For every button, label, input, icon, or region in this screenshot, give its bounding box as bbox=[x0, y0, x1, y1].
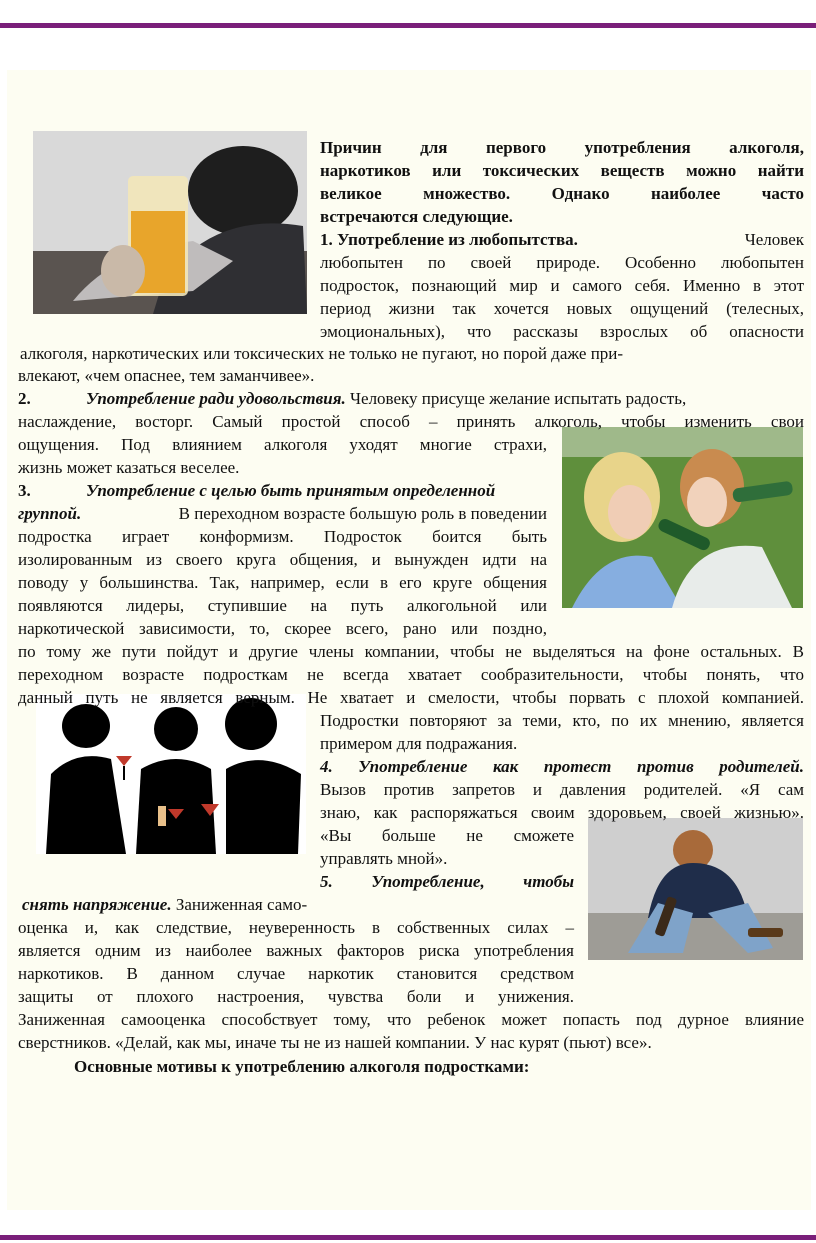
text-line: любопытен по своей природе. Особенно любопытен bbox=[320, 253, 804, 272]
section-heading: Основные мотивы к употреблению алкоголя подростками: bbox=[74, 1057, 530, 1076]
text-line: примером для подражания. bbox=[320, 734, 518, 753]
text-line: ощущения. Под влиянием алкоголя уходят многие страхи, bbox=[18, 435, 547, 454]
heading-group: Употребление с целью быть принятым определенной bbox=[86, 481, 496, 500]
text-line: изолированным из своего круга общения, и вынужден идти на bbox=[18, 550, 547, 569]
text-line: сверстников. «Делай, как мы, иначе ты не из нашей компании. У нас курят (пьют) все». bbox=[18, 1033, 652, 1052]
text-line: данный путь не является верным. Не хватает и смелости, чтобы порвать с плохой компанией. bbox=[18, 688, 804, 707]
text-line: оценка и, как следствие, неуверенность в собственных силах – bbox=[18, 918, 574, 937]
text-line: встречаются следующие. bbox=[320, 207, 513, 226]
text-line: великое множество. Однако наиболее часто bbox=[320, 184, 804, 203]
text-span: В переходном возрасте большую роль в поведении bbox=[178, 504, 547, 523]
text-line: наркотиков или токсических веществ можно найти bbox=[320, 161, 804, 180]
text-line: влекают, «чем опаснее, тем заманчивее». bbox=[18, 366, 315, 385]
text-line: по тому же пути пойдут и другие члены компании, чтобы не выделяться на фоне остальных. В bbox=[18, 642, 804, 661]
text-span: Человек bbox=[744, 230, 804, 249]
photo-silhouettes bbox=[36, 694, 306, 854]
text-line: переходном возрасте подросткам не всегда хватает сообразительности, чтобы понять, что bbox=[18, 665, 804, 684]
text-line: Заниженная самооценка способствует тому, что ребенок может попасть под дурное влияние bbox=[18, 1010, 804, 1029]
heading-pleasure: Употребление ради удовольствия. bbox=[86, 389, 346, 408]
text-line bbox=[22, 894, 307, 916]
text-line: эмоциональных), что рассказы взрослых об опасности bbox=[320, 322, 804, 341]
top-rule bbox=[0, 23, 816, 28]
heading-stress: 5. Употребление, чтобы bbox=[320, 872, 574, 891]
text-span: Заниженная само- bbox=[171, 895, 308, 914]
text-line: «Вы больше не сможете bbox=[320, 826, 574, 845]
text-line: поводу у большинства. Так, например, если в его круге общения bbox=[18, 573, 547, 592]
text-line: жизнь может казаться веселее. bbox=[18, 458, 240, 477]
text-line: период жизни так хочется новых ощущений (телесных, bbox=[320, 299, 804, 318]
text-line bbox=[18, 388, 804, 410]
photo-man-with-beer bbox=[33, 131, 307, 314]
heading-stress-cont: снять напряжение. bbox=[22, 895, 172, 914]
heading-protest: 4. Употребление как протест против родителей. bbox=[320, 757, 804, 776]
photo-boy-sitting bbox=[588, 818, 803, 960]
text-span: Человеку присуще желание испытать радость, bbox=[345, 389, 687, 408]
text-line: является одним из наиболее важных факторов риска употребления bbox=[18, 941, 574, 960]
text-line: алкоголя, наркотических или токсических не только не пугают, но порой даже при- bbox=[20, 344, 624, 363]
text-line: подросток, познающий мир и самого себя. Именно в этот bbox=[320, 276, 804, 295]
text-line: подростка играет конформизм. Подросток боится быть bbox=[18, 527, 547, 546]
text-line: Причин для первого употребления алкоголя, bbox=[320, 138, 804, 157]
text-line bbox=[18, 503, 547, 525]
list-number: 2. bbox=[18, 389, 31, 408]
photo-girls-drinking bbox=[562, 427, 803, 608]
text-line: появляются лидеры, ступившие на путь алкогольной или bbox=[18, 596, 547, 615]
text-line: Подростки повторяют за теми, кто, по их мнению, является bbox=[320, 711, 804, 730]
text-line bbox=[320, 229, 804, 251]
text-line: Вызов против запретов и давления родителей. «Я сам bbox=[320, 780, 804, 799]
text-line: защиты от плохого настроения, чувства боли и унижения. bbox=[18, 987, 574, 1006]
heading-curiosity: 1. Употребление из любопытства. bbox=[320, 230, 578, 249]
text-line bbox=[18, 480, 547, 502]
list-number: 3. bbox=[18, 481, 31, 500]
text-line: управлять мной». bbox=[320, 849, 448, 868]
text-line: наслаждение, восторг. Самый простой способ – принять алкоголь, чтобы изменить свои bbox=[18, 412, 804, 431]
heading-group-cont: группой. bbox=[18, 504, 82, 523]
text-line: наркотиков. В данном случае наркотик становится средством bbox=[18, 964, 574, 983]
text-line: наркотической зависимости, то, скорее всего, рано или поздно, bbox=[18, 619, 547, 638]
text-line: знаю, как распоряжаться своим здоровьем, своей жизнью». bbox=[320, 803, 804, 822]
bottom-rule bbox=[0, 1235, 816, 1240]
